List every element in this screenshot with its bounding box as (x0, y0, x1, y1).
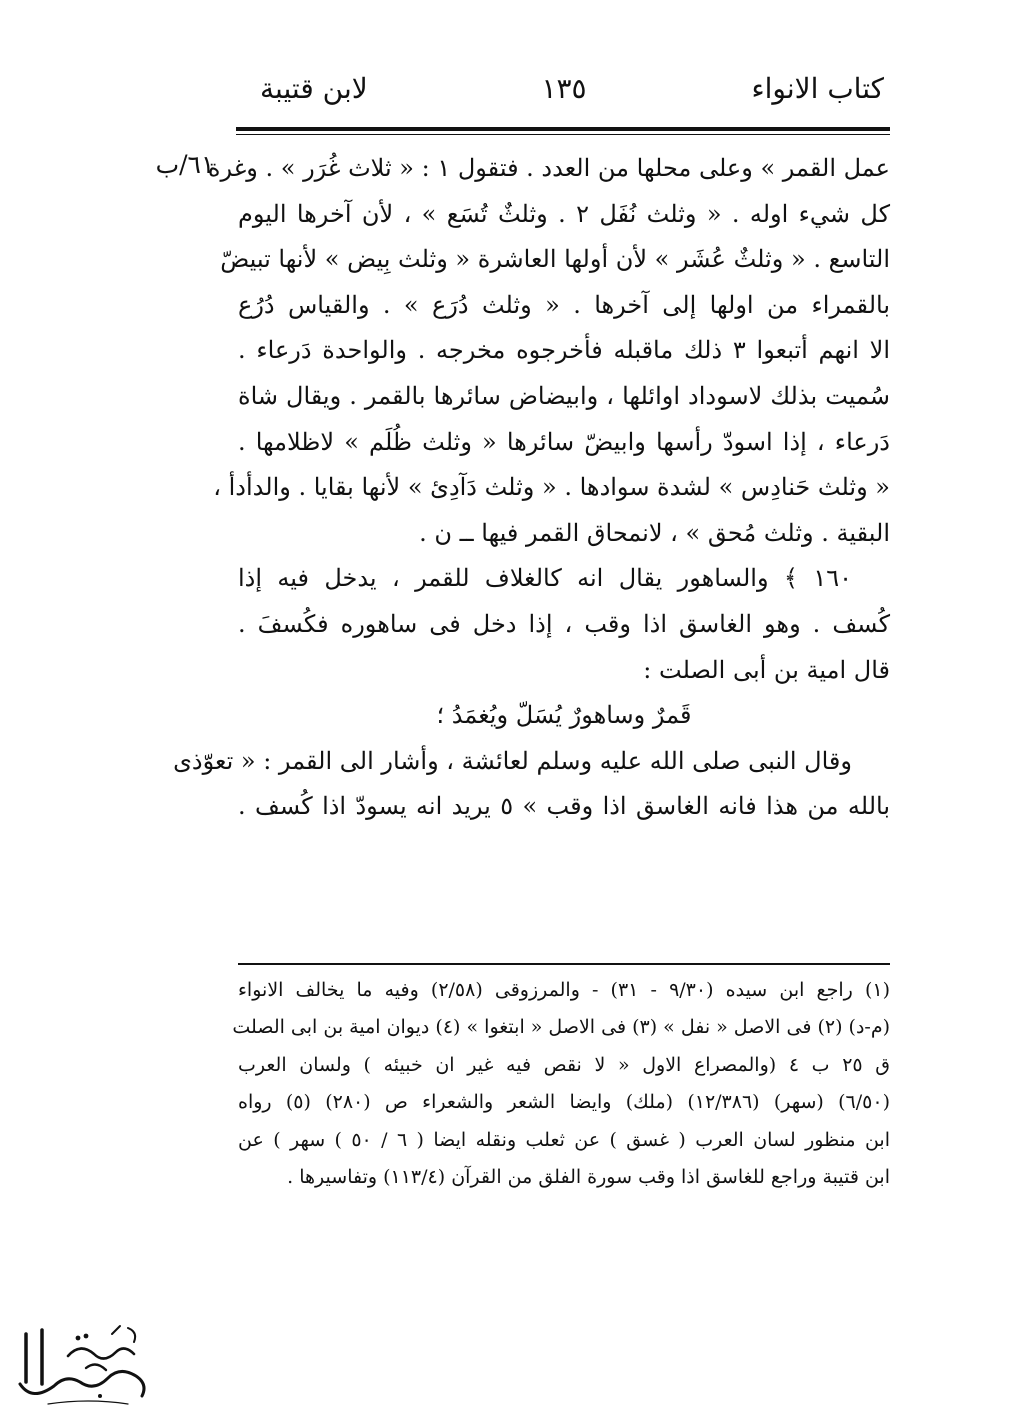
footnotes (232, 972, 891, 1196)
text-line: الا انهم أتبعوا ٣ ذلك ماقبله فأخرجوه مخرجه . والواحدة دَرعاء . (238, 336, 891, 365)
author-name: لابن قتيبة (260, 72, 368, 105)
footnote-line: (٦/٥٠) (سهر) (١٢/٣٨٦) (ملك) وايضا الشعر والشعراء ص (٢٨٠) (٥) رواه (238, 1091, 890, 1114)
text-line: البقية . وثلث مُحق » ، لانمحاق القمر فيها ــ ن . (419, 518, 890, 547)
header-rule-thick (236, 127, 890, 131)
text-line: وقال النبى صلى الله عليه وسلم لعائشة ، وأشار الى القمر : « تعوّذى (173, 746, 852, 775)
text-line: عمل القمر » وعلى محلها من العدد . فتقول ١ : « ثلاث غُرَر » . وغرة (207, 154, 890, 182)
text-line: « وثلث حَنادِس » لشدة سوادها . « وثلث دَآدِئ » لأنها بقايا . والدأدأ ، (213, 473, 890, 502)
calligraphy-logo-icon (8, 1312, 158, 1412)
text-line: كُسف . وهو الغاسق اذا وقب ، إذا دخل فى ساهوره فكُسفَ . (238, 609, 890, 638)
poem-intro: قال امية بن أبى الصلت : (643, 655, 890, 684)
footnote-line: ابن قتيبة وراجع للغاسق اذا وقب سورة الفلق من القرآن (١١٣/٤) وتفاسيرها . (287, 1165, 890, 1188)
text-line: سُميت بذلك لاسوداد اوائلها ، وابيضاض سائرها بالقمر . ويقال شاة (238, 381, 890, 410)
text-line: بالله من هذا فانه الغاسق اذا وقب » ٥ يريد انه يسودّ اذا كُسف . (238, 792, 890, 821)
poem-verse: قَمرٌ وساهورٌ يُسَلّ ويُغمَدُ ؛ (436, 701, 692, 730)
running-header (238, 72, 890, 124)
text-line: دَرعاء ، إذا اسودّ رأسها وابيضّ سائرها « وثلث ظُلَم » لاظلامها . (238, 427, 890, 456)
footnote-line: ق ٢٥ ب ٤ (والمصراع الاول « لا نقص فيه غير ان خبيئه ) ولسان العرب (238, 1053, 891, 1076)
header-rule-thin (236, 134, 890, 135)
book-title: كتاب الانواء (751, 72, 884, 105)
page-number: ١٣٥ (541, 72, 587, 105)
text-line: التاسع . « وثلثٌ عُشَر » لأن أولها العاشرة « وثلث بِيض » لأنها تبيضّ (220, 245, 890, 274)
footnote-line: (م-د) (٢) فى الاصل « نفل » (٣) فى الاصل « ابتغوا » (٤) ديوان امية بن ابى الصلت (232, 1016, 890, 1039)
text-line: بالقمراء من اولها إلى آخرها . « وثلث دُرَع » . والقياس دُرُع (238, 290, 890, 319)
manuscript-folio-note: ٦١/ب (155, 150, 215, 179)
text-line: كل شيء اوله . « وثلث نُفَل ٢ . وثلثٌ تُسَع » ، لأن آخرها اليوم (238, 199, 890, 228)
footnote-line: ابن منظور لسان العرب ( غسق ) عن ثعلب ونقله ايضا ( ٦ / ٥٠ ) سهر ) عن (238, 1128, 890, 1151)
footnote-separator (238, 963, 890, 965)
footnote-line: (١) راجع ابن سيده (٩/٣٠ - ٣١) - والمرزوقى (٢/٥٨) وفيه ما يخالف الانواء (238, 979, 891, 1001)
paragraph-160-start: ١٦٠ ﴾ والساهور يقال انه كالغلاف للقمر ، يدخل فيه إذا (238, 564, 852, 593)
